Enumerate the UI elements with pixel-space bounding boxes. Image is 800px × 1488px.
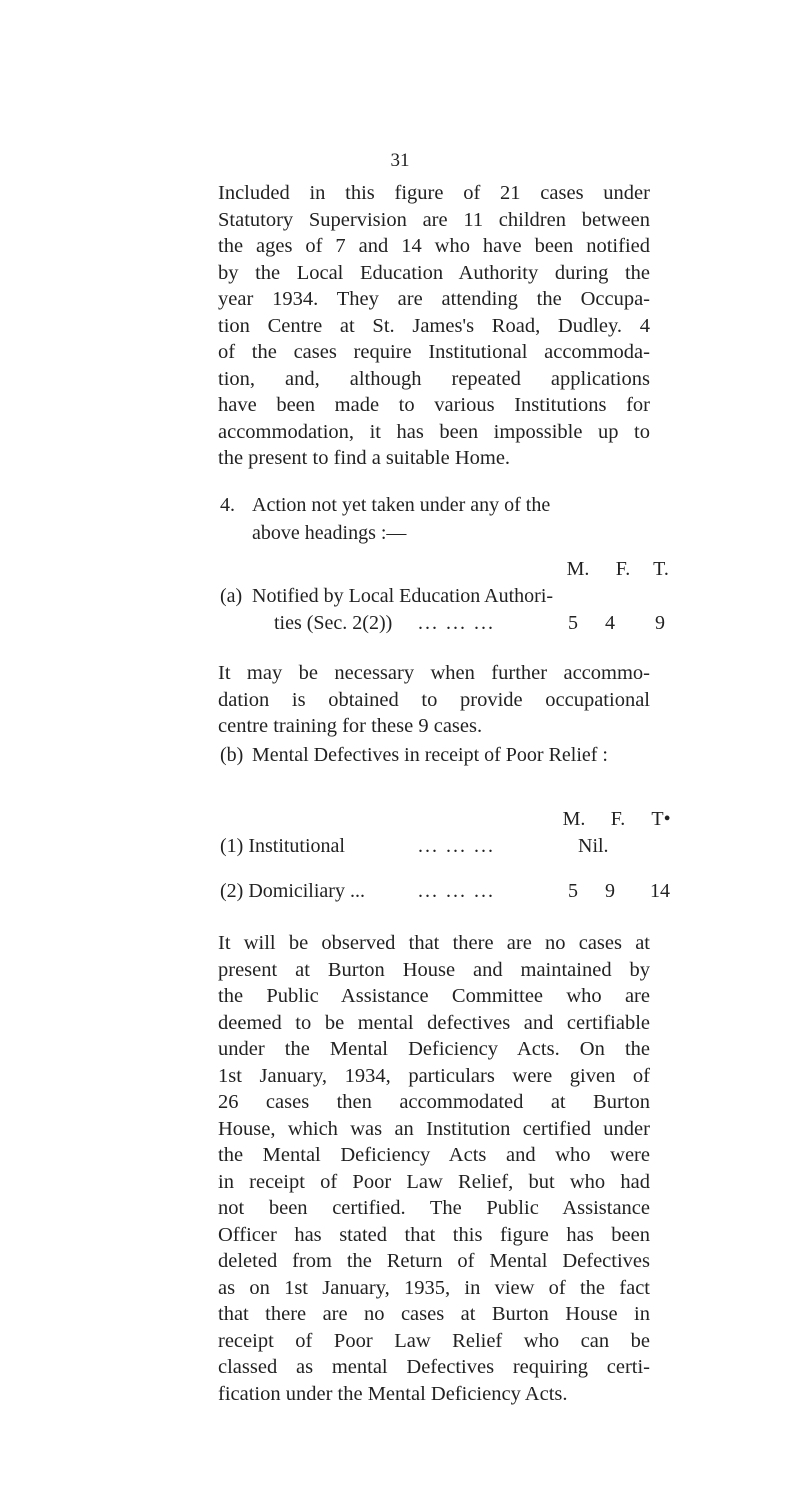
closing-line: deleted from the Return of Mental Defectives — [218, 1250, 650, 1272]
intro-line: tion, and, although repeated applications — [218, 367, 650, 390]
closing-line: present at Burton House and maintained by — [218, 958, 650, 981]
intro-line: of the cases require Institutional accommoda- — [218, 341, 650, 363]
item-a-value-f: 4 — [605, 612, 615, 634]
section-4-heading-line2: above headings :— — [252, 522, 407, 544]
closing-line: House, which was an Institution certified under — [218, 1117, 650, 1140]
item-a-line2: ties (Sec. 2(2)) — [274, 612, 393, 634]
closing-paragraph — [218, 930, 650, 1407]
closing-line: not been certified. The Public Assistance — [218, 1197, 650, 1219]
item-a-line1: Notified by Local Education Authori- — [252, 585, 554, 607]
closing-line: fication under the Mental Deficiency Acts. — [218, 1382, 568, 1405]
intro-line: tion Centre at St. James's Road, Dudley. 4 — [218, 314, 650, 337]
closing-line: receipt of Poor Law Relief who can be — [218, 1329, 650, 1352]
section-4-note — [218, 660, 650, 740]
item-a-value-m: 5 — [568, 612, 578, 634]
row-domiciliary-t: 14 — [650, 880, 670, 902]
column-header-t: T. — [653, 558, 669, 580]
closing-line: in receipt of Poor Law Relief, but who had — [218, 1170, 650, 1193]
row-institutional-dots: ... ... ... — [418, 835, 495, 857]
intro-line: year 1934. They are attending the Occupa- — [218, 288, 650, 310]
intro-line: Included in this figure of 21 cases under — [218, 182, 650, 204]
item-a-leader-dots: ... ... ... — [418, 612, 495, 634]
note-line: dation is obtained to provide occupational — [218, 688, 650, 711]
intro-line: accommodation, it has been impossible up to — [218, 420, 650, 443]
column-header-m: M. — [566, 558, 590, 580]
item-b-marker: (b) — [220, 744, 244, 766]
intro-line: Statutory Supervision are 11 children between — [218, 208, 650, 231]
note-line: It may be necessary when further accommo- — [218, 662, 650, 684]
b-column-header-f: F. — [610, 808, 626, 830]
closing-line: Officer has stated that this figure has been — [218, 1223, 650, 1246]
row-institutional-label: (1) Institutional — [220, 835, 345, 857]
b-column-header-m: M. — [562, 808, 586, 830]
closing-line: 1st January, 1934, particulars were given of — [218, 1064, 650, 1087]
page-number: 31 — [390, 150, 410, 171]
row-domiciliary-m: 5 — [568, 880, 578, 902]
note-line: centre training for these 9 cases. — [218, 715, 483, 737]
closing-line: deemed to be mental defectives and certifiable — [218, 1011, 650, 1034]
column-header-f: F. — [615, 558, 631, 580]
closing-line: under the Mental Deficiency Acts. On the — [218, 1038, 650, 1060]
closing-line: classed as mental Defectives requiring certi- — [218, 1356, 650, 1378]
closing-line: the Mental Deficiency Acts and who were — [218, 1144, 650, 1166]
closing-line: as on 1st January, 1935, in view of the fact — [218, 1276, 650, 1299]
row-domiciliary-f: 9 — [605, 880, 615, 902]
closing-line: It will be observed that there are no cases at — [218, 932, 650, 954]
item-b-heading: Mental Defectives in receipt of Poor Relief : — [252, 744, 608, 766]
closing-line: the Public Assistance Committee who are — [218, 985, 650, 1007]
item-a-marker: (a) — [220, 585, 243, 607]
closing-line: that there are no cases at Burton House in — [218, 1303, 650, 1325]
section-4-number: 4. — [220, 494, 235, 516]
row-domiciliary-dots: ... ... ... — [418, 880, 495, 902]
intro-line: the present to find a suitable Home. — [218, 447, 511, 469]
intro-paragraph — [218, 180, 650, 472]
intro-line: by the Local Education Authority during the — [218, 261, 650, 284]
row-institutional-value: Nil. — [578, 835, 609, 857]
row-domiciliary-label: (2) Domiciliary ... — [220, 880, 365, 902]
intro-line: the ages of 7 and 14 who have been notified — [218, 235, 650, 257]
intro-line: have been made to various Institutions for — [218, 394, 650, 416]
section-4-heading-line1: Action not yet taken under any of the — [252, 494, 551, 516]
b-column-header-t: T• — [651, 808, 671, 830]
closing-line: 26 cases then accommodated at Burton — [218, 1091, 650, 1113]
item-a-value-t: 9 — [655, 612, 665, 634]
